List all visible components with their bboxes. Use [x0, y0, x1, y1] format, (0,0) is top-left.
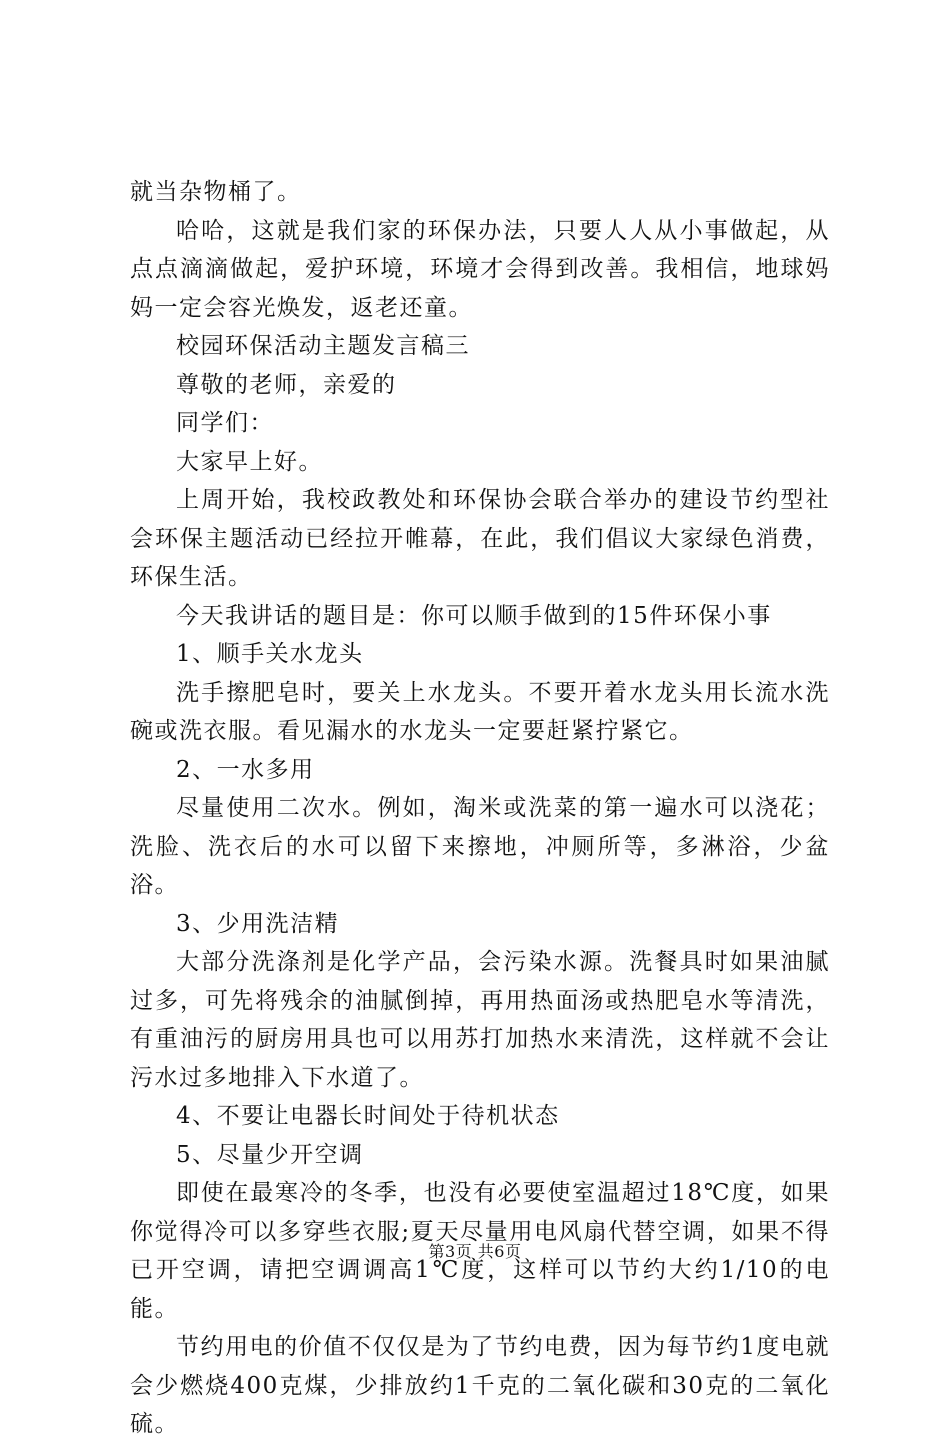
section-title: 校园环保活动主题发言稿三 [176, 333, 470, 359]
paragraph: 哈哈，这就是我们家的环保办法，只要人人从小事做起，从点点滴滴做起，爱护环境，环境才会得到改善。我相信，地球妈妈一定会容光焕发，返老还童。 [130, 217, 830, 321]
paragraph: 上周开始，我校政教处和环保协会联合举办的建设节约型社会环保主题活动已经拉开帷幕，在此，我们倡议大家绿色消费，环保生活。 [130, 487, 830, 590]
paragraph: 即使在最寒冷的冬季，也没有必要使室温超过18℃度，如果你觉得冷可以多穿些衣服;夏天尽量用电风扇代替空调，如果不得已开空调，请把空调调高1℃度，这样可以节约大约1/10的电能。 [130, 1180, 830, 1322]
list-heading: 5、尽量少开空调 [176, 1141, 364, 1168]
salutation: 同学们： [176, 410, 274, 436]
page-number: 第3页 共6页 [428, 1242, 522, 1261]
paragraph: 大部分洗涤剂是化学产品，会污染水源。洗餐具时如果油腻过多，可先将残余的油腻倒掉，再用热面汤或热肥皂水等清洗，有重油污的厨房用具也可以用苏打加热水来清洗，这样就不会让污水过多地排入下水道了。 [130, 949, 830, 1091]
paragraph-continuation: 就当杂物桶了。 [130, 179, 302, 205]
list-heading: 1、顺手关水龙头 [176, 641, 364, 667]
paragraph: 今天我讲话的题目是：你可以顺手做到的15件环保小事 [176, 602, 772, 629]
list-heading: 4、不要让电器长时间处于待机状态 [176, 1103, 560, 1129]
paragraph: 尽量使用二次水。例如，淘米或洗菜的第一遍水可以浇花；洗脸、洗衣后的水可以留下来擦地，冲厕所等，多淋浴，少盆浴。 [130, 795, 830, 898]
list-heading: 3、少用洗洁精 [176, 910, 340, 937]
page-footer [0, 1242, 950, 1262]
paragraph: 节约用电的价值不仅仅是为了节约电费，因为每节约1度电就会少燃烧400克煤，少排放约1千克的二氧化碳和30克的二氧化硫。 [130, 1334, 830, 1437]
salutation: 尊敬的老师，亲爱的 [176, 371, 397, 398]
paragraph: 洗手擦肥皂时，要关上水龙头。不要开着水龙头用长流水洗碗或洗衣服。看见漏水的水龙头一定要赶紧拧紧它。 [130, 679, 830, 744]
list-heading: 2、一水多用 [176, 756, 315, 783]
greeting: 大家早上好。 [176, 448, 323, 475]
